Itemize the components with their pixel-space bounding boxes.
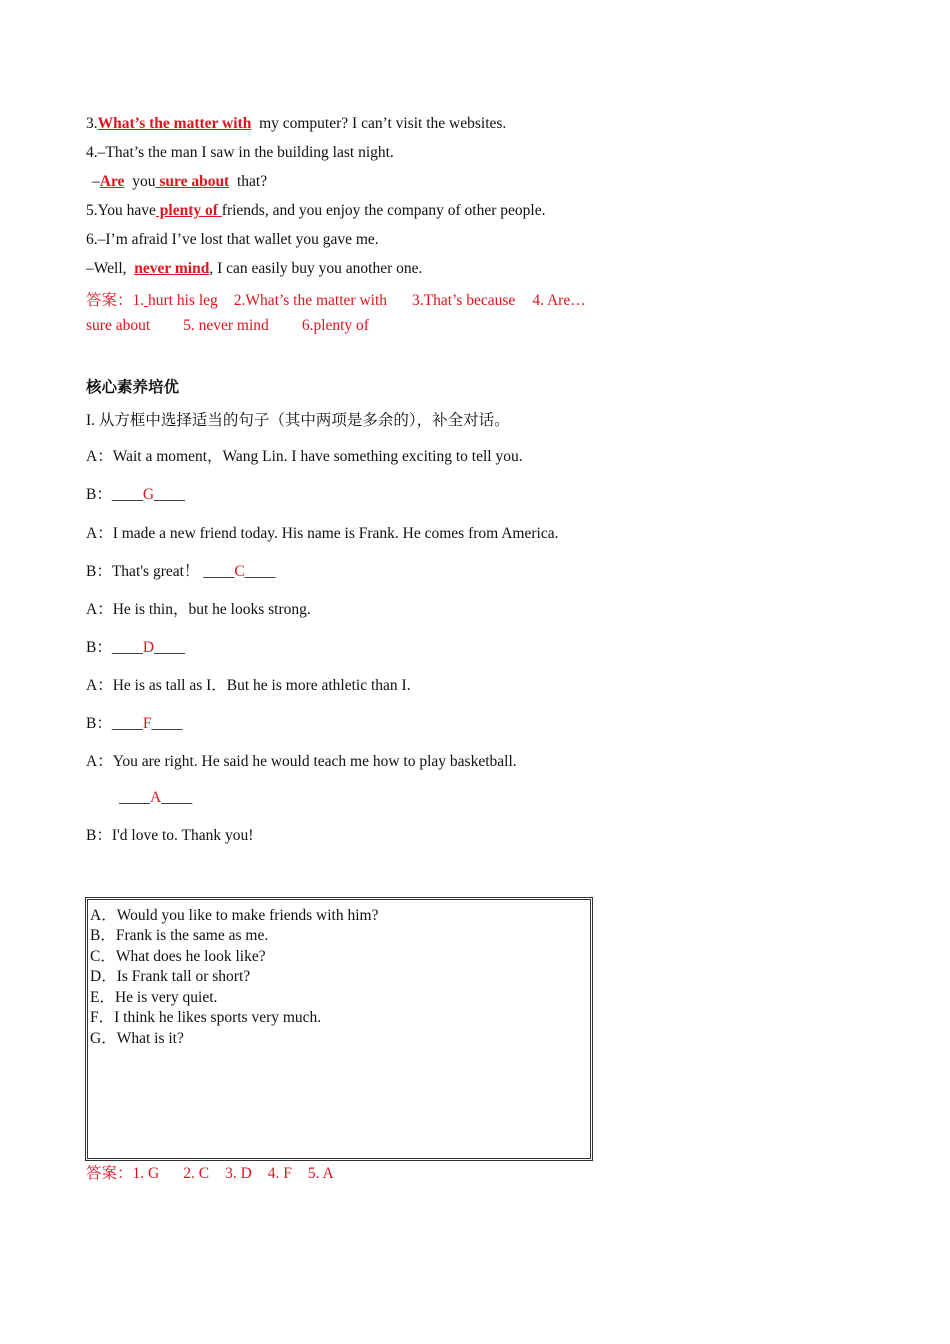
speaker: A：	[86, 677, 113, 694]
answer-1-prefix: 1.	[132, 292, 145, 309]
dialogue-text: He is thin，but he looks strong.	[112, 601, 311, 618]
speaker: A：	[86, 525, 113, 542]
section1-answers-line2	[86, 316, 369, 336]
answer-1: hurt his leg	[148, 292, 218, 309]
q4-suffix: that?	[229, 173, 268, 190]
blank-pre: ____	[111, 715, 143, 732]
blank-pre: ____	[111, 486, 143, 503]
answer-5: 5. never mind	[183, 317, 269, 334]
q4-dash: –	[92, 173, 100, 190]
q5-suffix: friends, and you enjoy the company of other people.	[221, 202, 546, 219]
blank-post: ____	[154, 639, 186, 656]
speaker: B：	[86, 715, 112, 732]
dialogue-text: I made a new friend today. His name is Frank. He comes from America.	[112, 525, 559, 542]
dialogue-line	[119, 788, 192, 808]
option-e: E．He is very quiet.	[90, 989, 218, 1006]
section2-answers	[86, 1164, 334, 1184]
blank-answer: D	[142, 639, 155, 656]
speaker: B：	[86, 563, 112, 580]
blank-post: ____	[154, 486, 186, 503]
speaker: A：	[86, 601, 113, 618]
speaker: B：	[86, 639, 112, 656]
speaker: A：	[86, 753, 113, 770]
dialogue-line	[86, 600, 311, 620]
blank-pre: ____	[111, 639, 143, 656]
option-c: C．What does he look like?	[90, 948, 266, 965]
q6-prefix: –Well,	[86, 260, 135, 277]
section1-answers-line1	[86, 291, 586, 311]
question-6-line1: 6.–I’m afraid I’ve lost that wallet you gave me.	[86, 231, 379, 248]
instruction: I. 从方框中选择适当的句子（其中两项是多余的），补全对话。	[86, 412, 510, 429]
answer-4a: 4. Are…	[532, 292, 586, 309]
blank-post: ____	[244, 563, 276, 580]
answer-5: 5. A	[307, 1165, 334, 1182]
answer-1: 1. G	[132, 1165, 160, 1182]
answer-3: 3. D	[225, 1165, 252, 1182]
q5-answer: plenty of	[155, 202, 222, 219]
dialogue-line	[86, 524, 558, 544]
answer-2: 2. C	[183, 1165, 210, 1182]
blank-answer: F	[142, 715, 152, 732]
speaker: A：	[86, 448, 113, 465]
dialogue-line	[86, 447, 523, 467]
q4-answer2: sure about	[155, 173, 230, 190]
answer-4: 4. F	[267, 1165, 292, 1182]
dialogue-line	[86, 714, 182, 734]
blank-answer: G	[142, 486, 155, 503]
options-box	[85, 897, 593, 1161]
option-a: A．Would you like to make friends with him?	[90, 907, 379, 924]
option-f: F．I think he likes sports very much.	[90, 1009, 322, 1026]
answers-label: 答案：	[86, 292, 133, 309]
q3-prefix: 3.	[86, 115, 98, 132]
speaker: B：	[86, 827, 112, 844]
blank-post: ____	[151, 715, 183, 732]
dialogue-text: That's great！	[111, 563, 204, 580]
option-b: B．Frank is the same as me.	[90, 927, 269, 944]
q4-mid: you	[124, 173, 156, 190]
question-4-line2	[92, 172, 267, 192]
answer-4b: sure about	[86, 317, 151, 334]
blank-post: ____	[161, 789, 193, 806]
answer-6: 6.plenty of	[301, 317, 369, 334]
blank-answer: C	[234, 563, 245, 580]
speaker: B：	[86, 486, 112, 503]
dialogue-line	[86, 562, 276, 582]
dialogue-line	[86, 752, 517, 772]
dialogue-text: You are right. He said he would teach me how to play basketball.	[112, 753, 517, 770]
option-g: G．What is it?	[90, 1030, 184, 1047]
dialogue-line	[86, 638, 185, 658]
blank-pre: ____	[119, 789, 150, 806]
blank-answer: A	[150, 789, 162, 806]
q5-prefix: 5.You have	[86, 202, 156, 219]
q4-answer1: Are	[99, 173, 125, 190]
dialogue-text: He is as tall as I．But he is more athletic than I.	[112, 677, 411, 694]
dialogue-text: I'd love to. Thank you!	[111, 827, 254, 844]
q6-suffix: , I can easily buy you another one.	[209, 260, 423, 277]
section-heading: 核心素养培优	[86, 379, 180, 396]
q3-suffix: my computer? I can’t visit the websites.	[251, 115, 507, 132]
answer-3: 3.That’s because	[412, 292, 516, 309]
option-d: D．Is Frank tall or short?	[90, 968, 251, 985]
q3-answer: What’s the matter with	[97, 115, 252, 132]
question-5	[86, 201, 545, 221]
answers-label: 答案：	[86, 1165, 133, 1182]
dialogue-line	[86, 485, 185, 505]
dialogue-line	[86, 676, 411, 696]
dialogue-text: Wait a moment，Wang Lin. I have something exciting to tell you.	[112, 448, 523, 465]
dialogue-line	[86, 826, 253, 846]
question-4-line1: 4.–That’s the man I saw in the building last night.	[86, 144, 394, 161]
answer-2: 2.What’s the matter with	[233, 292, 388, 309]
question-6-line2	[86, 259, 422, 279]
blank-pre: ____	[203, 563, 235, 580]
q6-answer: never mind	[134, 260, 210, 277]
question-3	[86, 114, 506, 134]
